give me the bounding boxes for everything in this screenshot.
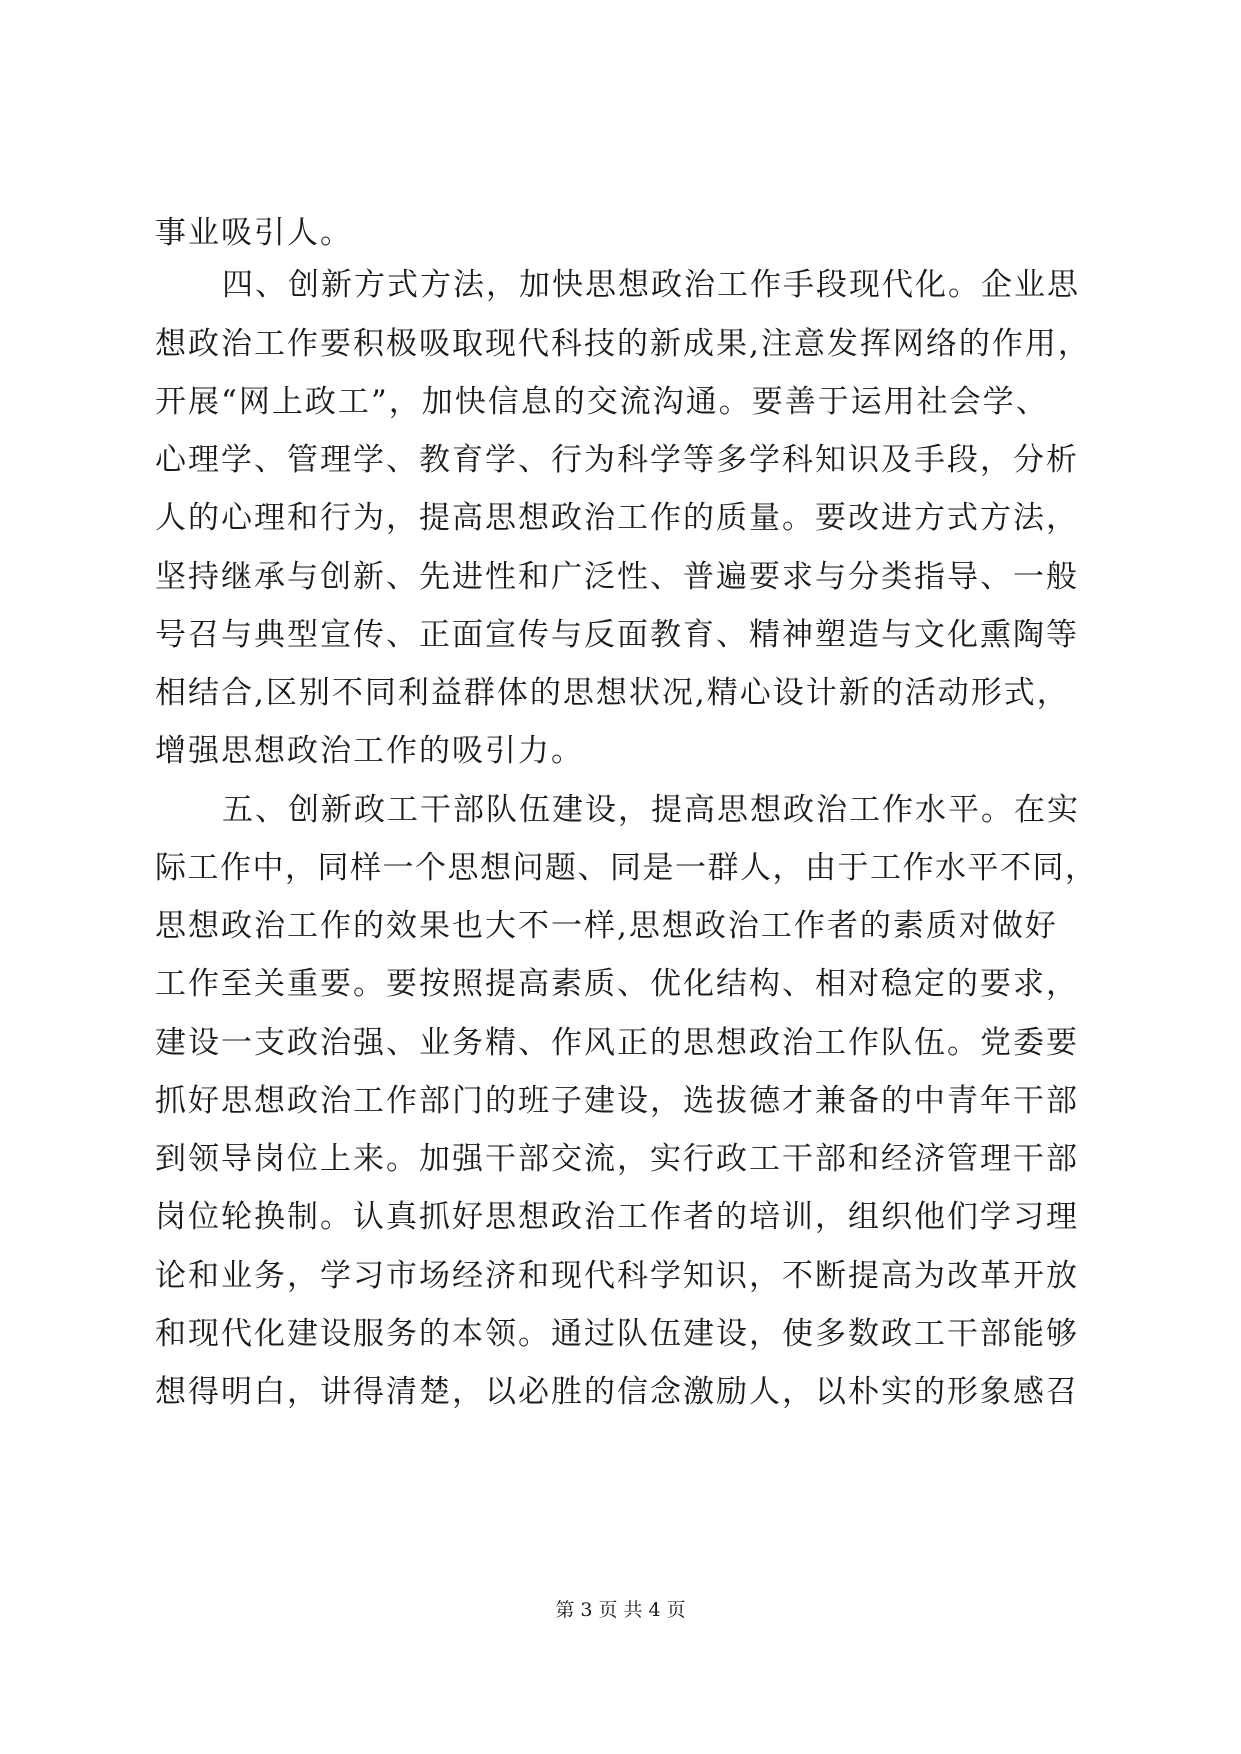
- text-line: 和现代化建设服务的本领。通过队伍建设，使多数政工干部能够: [155, 1316, 1079, 1352]
- text-line: 岗位轮换制。认真抓好思想政治工作者的培训，组织他们学习理: [155, 1199, 1079, 1235]
- text-line: 相结合,区别不同利益群体的思想状况,精心设计新的活动形式，: [155, 675, 1070, 711]
- text-line: 想得明白，讲得清楚，以必胜的信念激励人，以朴实的形象感召: [155, 1374, 1079, 1410]
- text-line: 心理学、管理学、教育学、行为科学等多学科知识及手段，分析: [155, 442, 1079, 478]
- text-line: 人的心理和行为，提高思想政治工作的质量。要改进方式方法，: [155, 500, 1079, 536]
- text-line: 增强思想政治工作的吸引力。: [155, 733, 584, 769]
- text-line: 事业吸引人。: [155, 215, 353, 251]
- text-line: 想政治工作要积极吸取现代科技的新成果,注意发挥网络的作用，: [155, 326, 1091, 362]
- text-line: 开展“网上政工”，加快信息的交流沟通。要善于运用社会学、: [155, 384, 1049, 420]
- text-line: 到领导岗位上来。加强干部交流，实行政工干部和经济管理干部: [155, 1141, 1079, 1177]
- text-line: 四、创新方式方法，加快思想政治工作手段现代化。企业思: [222, 267, 1080, 303]
- text-line: 际工作中，同样一个思想问题、同是一群人，由于工作水平不同，: [155, 850, 1098, 886]
- text-line: 建设一支政治强、业务精、作风正的思想政治工作队伍。党委要: [155, 1025, 1079, 1061]
- text-line: 论和业务，学习市场经济和现代科学知识，不断提高为改革开放: [155, 1258, 1079, 1294]
- text-line: 抓好思想政治工作部门的班子建设，选拔德才兼备的中青年干部: [155, 1083, 1079, 1119]
- text-line: 工作至关重要。要按照提高素质、优化结构、相对稳定的要求，: [155, 966, 1079, 1002]
- text-line: 号召与典型宣传、正面宣传与反面教育、精神塑造与文化熏陶等: [155, 617, 1079, 653]
- text-line: 坚持继承与创新、先进性和广泛性、普遍要求与分类指导、一般: [155, 559, 1079, 595]
- text-line: 五、创新政工干部队伍建设，提高思想政治工作水平。在实: [222, 792, 1080, 828]
- text-line: 思想政治工作的效果也大不一样,思想政治工作者的素质对做好: [155, 908, 1058, 944]
- page-number-footer: 第 3 页 共 4 页: [555, 1599, 686, 1621]
